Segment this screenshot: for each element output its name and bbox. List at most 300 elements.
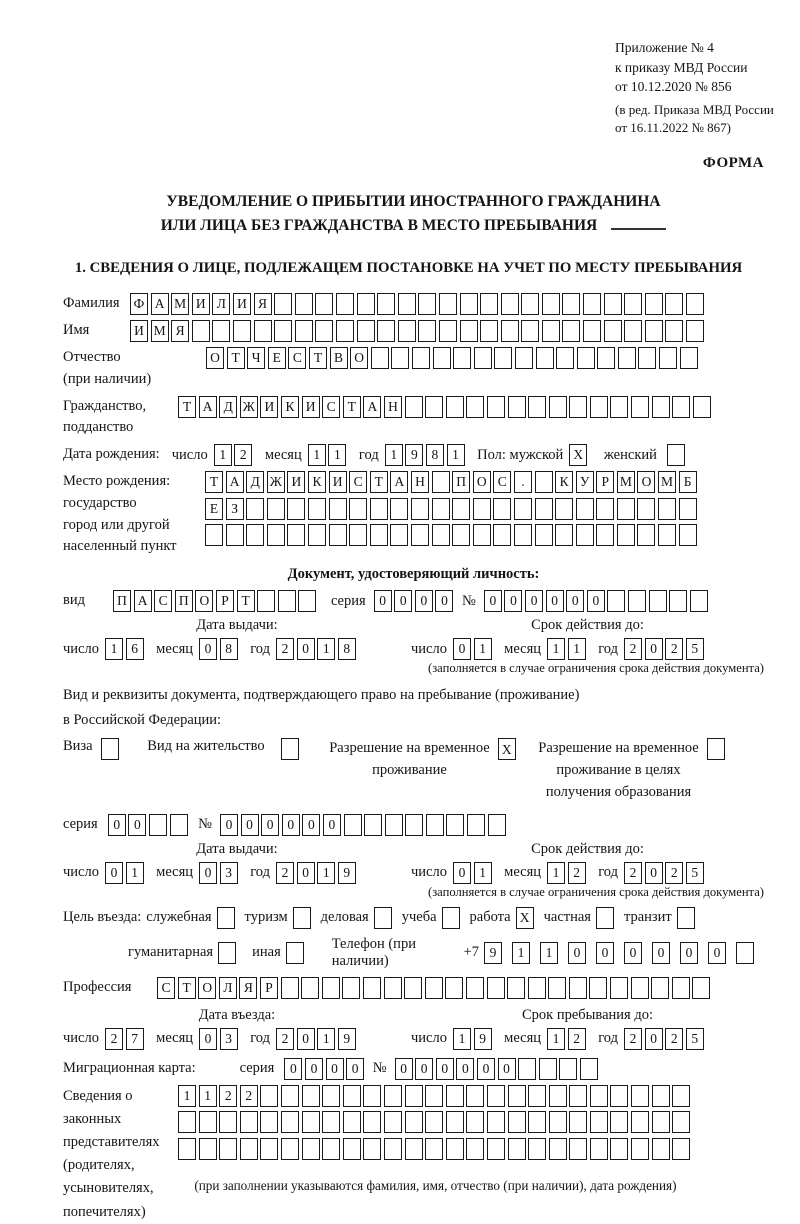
cell[interactable]: А	[226, 471, 244, 493]
cell[interactable]: 0	[415, 590, 433, 612]
cell[interactable]: Т	[343, 396, 361, 418]
cell[interactable]	[385, 814, 403, 836]
cell[interactable]: 0	[546, 590, 564, 612]
cell[interactable]	[274, 293, 292, 315]
cell[interactable]	[219, 1138, 237, 1160]
cell[interactable]: Ж	[267, 471, 285, 493]
cell[interactable]: 1	[474, 638, 492, 660]
cell[interactable]: О	[195, 590, 213, 612]
cell[interactable]	[452, 498, 470, 520]
cell[interactable]: В	[330, 347, 348, 369]
cell[interactable]: Д	[246, 471, 264, 493]
cell[interactable]: 0	[199, 638, 217, 660]
cell[interactable]	[604, 320, 622, 342]
cell[interactable]: О	[198, 977, 216, 999]
cell[interactable]	[343, 1085, 361, 1107]
purpose-other-checkbox[interactable]	[286, 942, 304, 964]
purpose-work-checkbox[interactable]: X	[516, 907, 534, 929]
cell[interactable]	[679, 498, 697, 520]
cell[interactable]	[315, 293, 333, 315]
cell[interactable]	[631, 396, 649, 418]
cell[interactable]: И	[329, 471, 347, 493]
cell[interactable]: 1	[317, 1028, 335, 1050]
cell[interactable]	[370, 524, 388, 546]
cell[interactable]	[329, 498, 347, 520]
cell[interactable]	[665, 293, 683, 315]
cell[interactable]	[343, 1111, 361, 1133]
cell[interactable]: 0	[477, 1058, 495, 1080]
cell[interactable]: 0	[199, 862, 217, 884]
cell[interactable]	[583, 293, 601, 315]
cell[interactable]: О	[473, 471, 491, 493]
cell[interactable]	[507, 977, 525, 999]
sex-male-checkbox[interactable]: X	[569, 444, 587, 466]
cell[interactable]: 0	[305, 1058, 323, 1080]
cell[interactable]	[298, 590, 316, 612]
cell[interactable]: 2	[276, 638, 294, 660]
cell[interactable]	[624, 320, 642, 342]
entry-date-group[interactable]	[63, 1028, 358, 1050]
cell[interactable]	[549, 396, 567, 418]
cell[interactable]	[301, 977, 319, 999]
cell[interactable]: С	[322, 396, 340, 418]
stay-doc-series-cells[interactable]	[108, 814, 190, 836]
cell[interactable]: С	[288, 347, 306, 369]
cell[interactable]: 9	[405, 444, 423, 466]
stay-doc-valid-date-group[interactable]	[411, 862, 706, 884]
cell[interactable]	[405, 814, 423, 836]
cell[interactable]	[521, 293, 539, 315]
cell[interactable]	[411, 524, 429, 546]
cell[interactable]	[439, 320, 457, 342]
cell[interactable]: 0	[504, 590, 522, 612]
cell[interactable]	[549, 1138, 567, 1160]
cell[interactable]	[672, 396, 690, 418]
purpose-official-checkbox[interactable]	[217, 907, 235, 929]
cell[interactable]	[329, 524, 347, 546]
cell[interactable]: 1	[105, 638, 123, 660]
temp-residence-education-checkbox[interactable]	[707, 738, 725, 760]
cell[interactable]	[645, 320, 663, 342]
cell[interactable]: 6	[126, 638, 144, 660]
cell[interactable]	[672, 1138, 690, 1160]
cell[interactable]	[590, 1138, 608, 1160]
cell[interactable]	[569, 1111, 587, 1133]
cell[interactable]	[212, 320, 230, 342]
cell[interactable]	[308, 524, 326, 546]
cell[interactable]	[652, 1085, 670, 1107]
cell[interactable]: 2	[105, 1028, 123, 1050]
cell[interactable]	[446, 814, 464, 836]
cell[interactable]	[384, 1111, 402, 1133]
cell[interactable]	[363, 1085, 381, 1107]
cell[interactable]	[425, 1111, 443, 1133]
cell[interactable]: 0	[346, 1058, 364, 1080]
residence-permit-checkbox[interactable]	[281, 738, 299, 760]
birthplace-cells-row2[interactable]	[205, 498, 699, 520]
profession-cells[interactable]	[157, 977, 713, 999]
cell[interactable]	[680, 347, 698, 369]
cell[interactable]	[539, 1058, 557, 1080]
cell[interactable]: У	[576, 471, 594, 493]
cell[interactable]: 2	[568, 862, 586, 884]
doc-issue-date-group[interactable]	[63, 638, 358, 660]
cell[interactable]: С	[493, 471, 511, 493]
cell[interactable]	[617, 498, 635, 520]
purpose-tourism-checkbox[interactable]	[293, 907, 311, 929]
cell[interactable]	[576, 524, 594, 546]
cell[interactable]: Ф	[130, 293, 148, 315]
cell[interactable]: Т	[370, 471, 388, 493]
cell[interactable]: 1	[385, 444, 403, 466]
cell[interactable]	[370, 498, 388, 520]
cell[interactable]	[466, 1138, 484, 1160]
cell[interactable]	[246, 524, 264, 546]
cell[interactable]	[336, 293, 354, 315]
cell[interactable]	[192, 320, 210, 342]
cell[interactable]	[322, 977, 340, 999]
cell[interactable]	[736, 942, 754, 964]
cell[interactable]: Р	[596, 471, 614, 493]
cell[interactable]	[487, 396, 505, 418]
doc-type-cells[interactable]	[113, 590, 319, 612]
cell[interactable]: Ч	[247, 347, 265, 369]
cell[interactable]: 0	[498, 1058, 516, 1080]
cell[interactable]	[240, 1138, 258, 1160]
citizenship-cells[interactable]	[178, 396, 713, 418]
purpose-business-checkbox[interactable]	[374, 907, 392, 929]
cell[interactable]: 0	[241, 814, 259, 836]
cell[interactable]: 1	[328, 444, 346, 466]
cell[interactable]	[344, 814, 362, 836]
cell[interactable]	[473, 524, 491, 546]
cell[interactable]	[480, 320, 498, 342]
cell[interactable]	[610, 396, 628, 418]
cell[interactable]	[669, 590, 687, 612]
cell[interactable]	[281, 1085, 299, 1107]
cell[interactable]	[610, 1138, 628, 1160]
cell[interactable]: 9	[474, 1028, 492, 1050]
purpose-transit-checkbox[interactable]	[677, 907, 695, 929]
cell[interactable]	[404, 977, 422, 999]
cell[interactable]: Т	[237, 590, 255, 612]
cell[interactable]	[692, 977, 710, 999]
cell[interactable]	[466, 1111, 484, 1133]
cell[interactable]: 0	[680, 942, 698, 964]
cell[interactable]	[637, 498, 655, 520]
cell[interactable]	[412, 347, 430, 369]
cell[interactable]: 0	[566, 590, 584, 612]
cell[interactable]	[651, 977, 669, 999]
cell[interactable]	[295, 320, 313, 342]
cell[interactable]: П	[175, 590, 193, 612]
cell[interactable]	[295, 293, 313, 315]
cell[interactable]: 5	[686, 1028, 704, 1050]
cell[interactable]: 0	[568, 942, 586, 964]
cell[interactable]: К	[281, 396, 299, 418]
cell[interactable]: 5	[686, 638, 704, 660]
cell[interactable]	[631, 1138, 649, 1160]
cell[interactable]: Л	[212, 293, 230, 315]
cell[interactable]: 1	[126, 862, 144, 884]
cell[interactable]: Т	[178, 977, 196, 999]
cell[interactable]: Т	[205, 471, 223, 493]
cell[interactable]	[618, 347, 636, 369]
purpose-private-checkbox[interactable]	[596, 907, 614, 929]
name-cells[interactable]	[130, 320, 707, 342]
cell[interactable]: 8	[220, 638, 238, 660]
cell[interactable]	[240, 1111, 258, 1133]
cell[interactable]	[199, 1138, 217, 1160]
cell[interactable]	[384, 977, 402, 999]
cell[interactable]: Н	[384, 396, 402, 418]
cell[interactable]: 0	[220, 814, 238, 836]
cell[interactable]: С	[349, 471, 367, 493]
cell[interactable]	[488, 814, 506, 836]
cell[interactable]	[302, 1111, 320, 1133]
cell[interactable]	[652, 1138, 670, 1160]
cell[interactable]	[170, 814, 188, 836]
cell[interactable]	[405, 396, 423, 418]
cell[interactable]	[178, 1111, 196, 1133]
purpose-humanitarian-checkbox[interactable]	[218, 942, 236, 964]
cell[interactable]: 2	[624, 862, 642, 884]
cell[interactable]	[556, 347, 574, 369]
cell[interactable]	[260, 1085, 278, 1107]
cell[interactable]	[589, 977, 607, 999]
cell[interactable]: 2	[568, 1028, 586, 1050]
cell[interactable]: 9	[338, 1028, 356, 1050]
stay-doc-issue-date-group[interactable]	[63, 862, 358, 884]
cell[interactable]	[426, 814, 444, 836]
cell[interactable]	[405, 1085, 423, 1107]
cell[interactable]	[267, 524, 285, 546]
cell[interactable]	[308, 498, 326, 520]
cell[interactable]: 0	[108, 814, 126, 836]
birthplace-cells-row3[interactable]	[205, 524, 699, 546]
cell[interactable]	[260, 1111, 278, 1133]
cell[interactable]	[659, 347, 677, 369]
cell[interactable]	[686, 320, 704, 342]
cell[interactable]	[665, 320, 683, 342]
cell[interactable]	[233, 320, 251, 342]
cell[interactable]	[672, 1085, 690, 1107]
cell[interactable]: 2	[276, 862, 294, 884]
cell[interactable]	[596, 498, 614, 520]
cell[interactable]	[278, 590, 296, 612]
cell[interactable]: 1	[512, 942, 530, 964]
cell[interactable]: 1	[453, 1028, 471, 1050]
cell[interactable]	[425, 396, 443, 418]
cell[interactable]	[535, 524, 553, 546]
cell[interactable]	[371, 347, 389, 369]
cell[interactable]	[624, 293, 642, 315]
cell[interactable]	[638, 347, 656, 369]
cell[interactable]	[508, 396, 526, 418]
cell[interactable]	[514, 524, 532, 546]
cell[interactable]: О	[637, 471, 655, 493]
cell[interactable]	[590, 396, 608, 418]
cell[interactable]	[672, 1111, 690, 1133]
cell[interactable]: 0	[415, 1058, 433, 1080]
cell[interactable]	[521, 320, 539, 342]
cell[interactable]: 1	[474, 862, 492, 884]
cell[interactable]: 0	[374, 590, 392, 612]
cell[interactable]: 0	[525, 590, 543, 612]
cell[interactable]	[494, 347, 512, 369]
cell[interactable]	[645, 293, 663, 315]
birthplace-cells-row1[interactable]	[205, 471, 699, 493]
cell[interactable]	[357, 293, 375, 315]
cell[interactable]	[514, 498, 532, 520]
cell[interactable]: 3	[220, 862, 238, 884]
temp-residence-checkbox[interactable]: X	[498, 738, 516, 760]
cell[interactable]	[411, 498, 429, 520]
cell[interactable]	[467, 814, 485, 836]
cell[interactable]: Т	[227, 347, 245, 369]
cell[interactable]: 0	[302, 814, 320, 836]
cell[interactable]: 2	[240, 1085, 258, 1107]
cell[interactable]: 1	[317, 862, 335, 884]
cell[interactable]	[281, 977, 299, 999]
cell[interactable]: 0	[484, 590, 502, 612]
cell[interactable]	[528, 396, 546, 418]
cell[interactable]: 1	[547, 862, 565, 884]
cell[interactable]: 0	[596, 942, 614, 964]
cell[interactable]	[649, 590, 667, 612]
cell[interactable]	[439, 293, 457, 315]
cell[interactable]	[363, 1138, 381, 1160]
cell[interactable]	[672, 977, 690, 999]
cell[interactable]	[536, 347, 554, 369]
cell[interactable]: И	[302, 396, 320, 418]
cell[interactable]: С	[157, 977, 175, 999]
cell[interactable]	[425, 1138, 443, 1160]
cell[interactable]: Р	[216, 590, 234, 612]
cell[interactable]	[390, 498, 408, 520]
cell[interactable]: Е	[268, 347, 286, 369]
cell[interactable]	[631, 1085, 649, 1107]
cell[interactable]	[425, 977, 443, 999]
cell[interactable]: 0	[645, 1028, 663, 1050]
cell[interactable]	[580, 1058, 598, 1080]
migration-series-cells[interactable]	[284, 1058, 366, 1080]
cell[interactable]: Н	[411, 471, 429, 493]
cell[interactable]: Р	[260, 977, 278, 999]
cell[interactable]	[446, 1138, 464, 1160]
cell[interactable]	[569, 977, 587, 999]
cell[interactable]: 0	[282, 814, 300, 836]
cell[interactable]	[302, 1138, 320, 1160]
cell[interactable]: 2	[219, 1085, 237, 1107]
cell[interactable]: З	[226, 498, 244, 520]
cell[interactable]	[432, 498, 450, 520]
cell[interactable]: 0	[297, 638, 315, 660]
cell[interactable]: 1	[178, 1085, 196, 1107]
cell[interactable]: С	[154, 590, 172, 612]
cell[interactable]	[679, 524, 697, 546]
cell[interactable]	[487, 1085, 505, 1107]
cell[interactable]	[418, 320, 436, 342]
sex-female-checkbox[interactable]	[667, 444, 685, 466]
cell[interactable]	[178, 1138, 196, 1160]
cell[interactable]	[596, 524, 614, 546]
cell[interactable]: 5	[686, 862, 704, 884]
cell[interactable]: 0	[394, 590, 412, 612]
cell[interactable]	[549, 1111, 567, 1133]
cell[interactable]	[658, 524, 676, 546]
cell[interactable]	[542, 293, 560, 315]
cell[interactable]	[446, 1085, 464, 1107]
cell[interactable]	[260, 1138, 278, 1160]
cell[interactable]: 0	[297, 1028, 315, 1050]
representatives-cells-row1[interactable]	[178, 1085, 693, 1107]
cell[interactable]	[343, 1138, 361, 1160]
cell[interactable]: П	[452, 471, 470, 493]
cell[interactable]	[453, 347, 471, 369]
cell[interactable]: 0	[645, 638, 663, 660]
cell[interactable]	[555, 524, 573, 546]
cell[interactable]	[432, 471, 450, 493]
cell[interactable]	[364, 814, 382, 836]
cell[interactable]	[199, 1111, 217, 1133]
cell[interactable]: 0	[456, 1058, 474, 1080]
cell[interactable]: 1	[214, 444, 232, 466]
cell[interactable]	[433, 347, 451, 369]
cell[interactable]	[446, 396, 464, 418]
cell[interactable]	[391, 347, 409, 369]
cell[interactable]: Т	[178, 396, 196, 418]
cell[interactable]: 2	[624, 1028, 642, 1050]
cell[interactable]	[287, 498, 305, 520]
cell[interactable]	[149, 814, 167, 836]
stay-until-date-group[interactable]	[411, 1028, 706, 1050]
cell[interactable]	[226, 524, 244, 546]
cell[interactable]	[542, 320, 560, 342]
cell[interactable]	[528, 977, 546, 999]
cell[interactable]	[473, 498, 491, 520]
cell[interactable]	[590, 1085, 608, 1107]
cell[interactable]: 7	[126, 1028, 144, 1050]
cell[interactable]	[493, 498, 511, 520]
cell[interactable]: 1	[317, 638, 335, 660]
cell[interactable]	[569, 1085, 587, 1107]
cell[interactable]: 0	[105, 862, 123, 884]
cell[interactable]: 0	[436, 1058, 454, 1080]
cell[interactable]: И	[130, 320, 148, 342]
cell[interactable]	[555, 498, 573, 520]
cell[interactable]	[357, 320, 375, 342]
cell[interactable]	[686, 293, 704, 315]
cell[interactable]: 0	[199, 1028, 217, 1050]
cell[interactable]	[515, 347, 533, 369]
cell[interactable]: 2	[234, 444, 252, 466]
cell[interactable]	[535, 498, 553, 520]
cell[interactable]: 0	[435, 590, 453, 612]
cell[interactable]	[487, 977, 505, 999]
cell[interactable]	[508, 1138, 526, 1160]
cell[interactable]	[460, 320, 478, 342]
cell[interactable]: И	[192, 293, 210, 315]
cell[interactable]	[604, 293, 622, 315]
cell[interactable]: 0	[453, 638, 471, 660]
cell[interactable]	[377, 320, 395, 342]
cell[interactable]	[597, 347, 615, 369]
cell[interactable]: 3	[220, 1028, 238, 1050]
cell[interactable]: 0	[297, 862, 315, 884]
doc-valid-date-group[interactable]	[411, 638, 706, 660]
cell[interactable]: К	[555, 471, 573, 493]
